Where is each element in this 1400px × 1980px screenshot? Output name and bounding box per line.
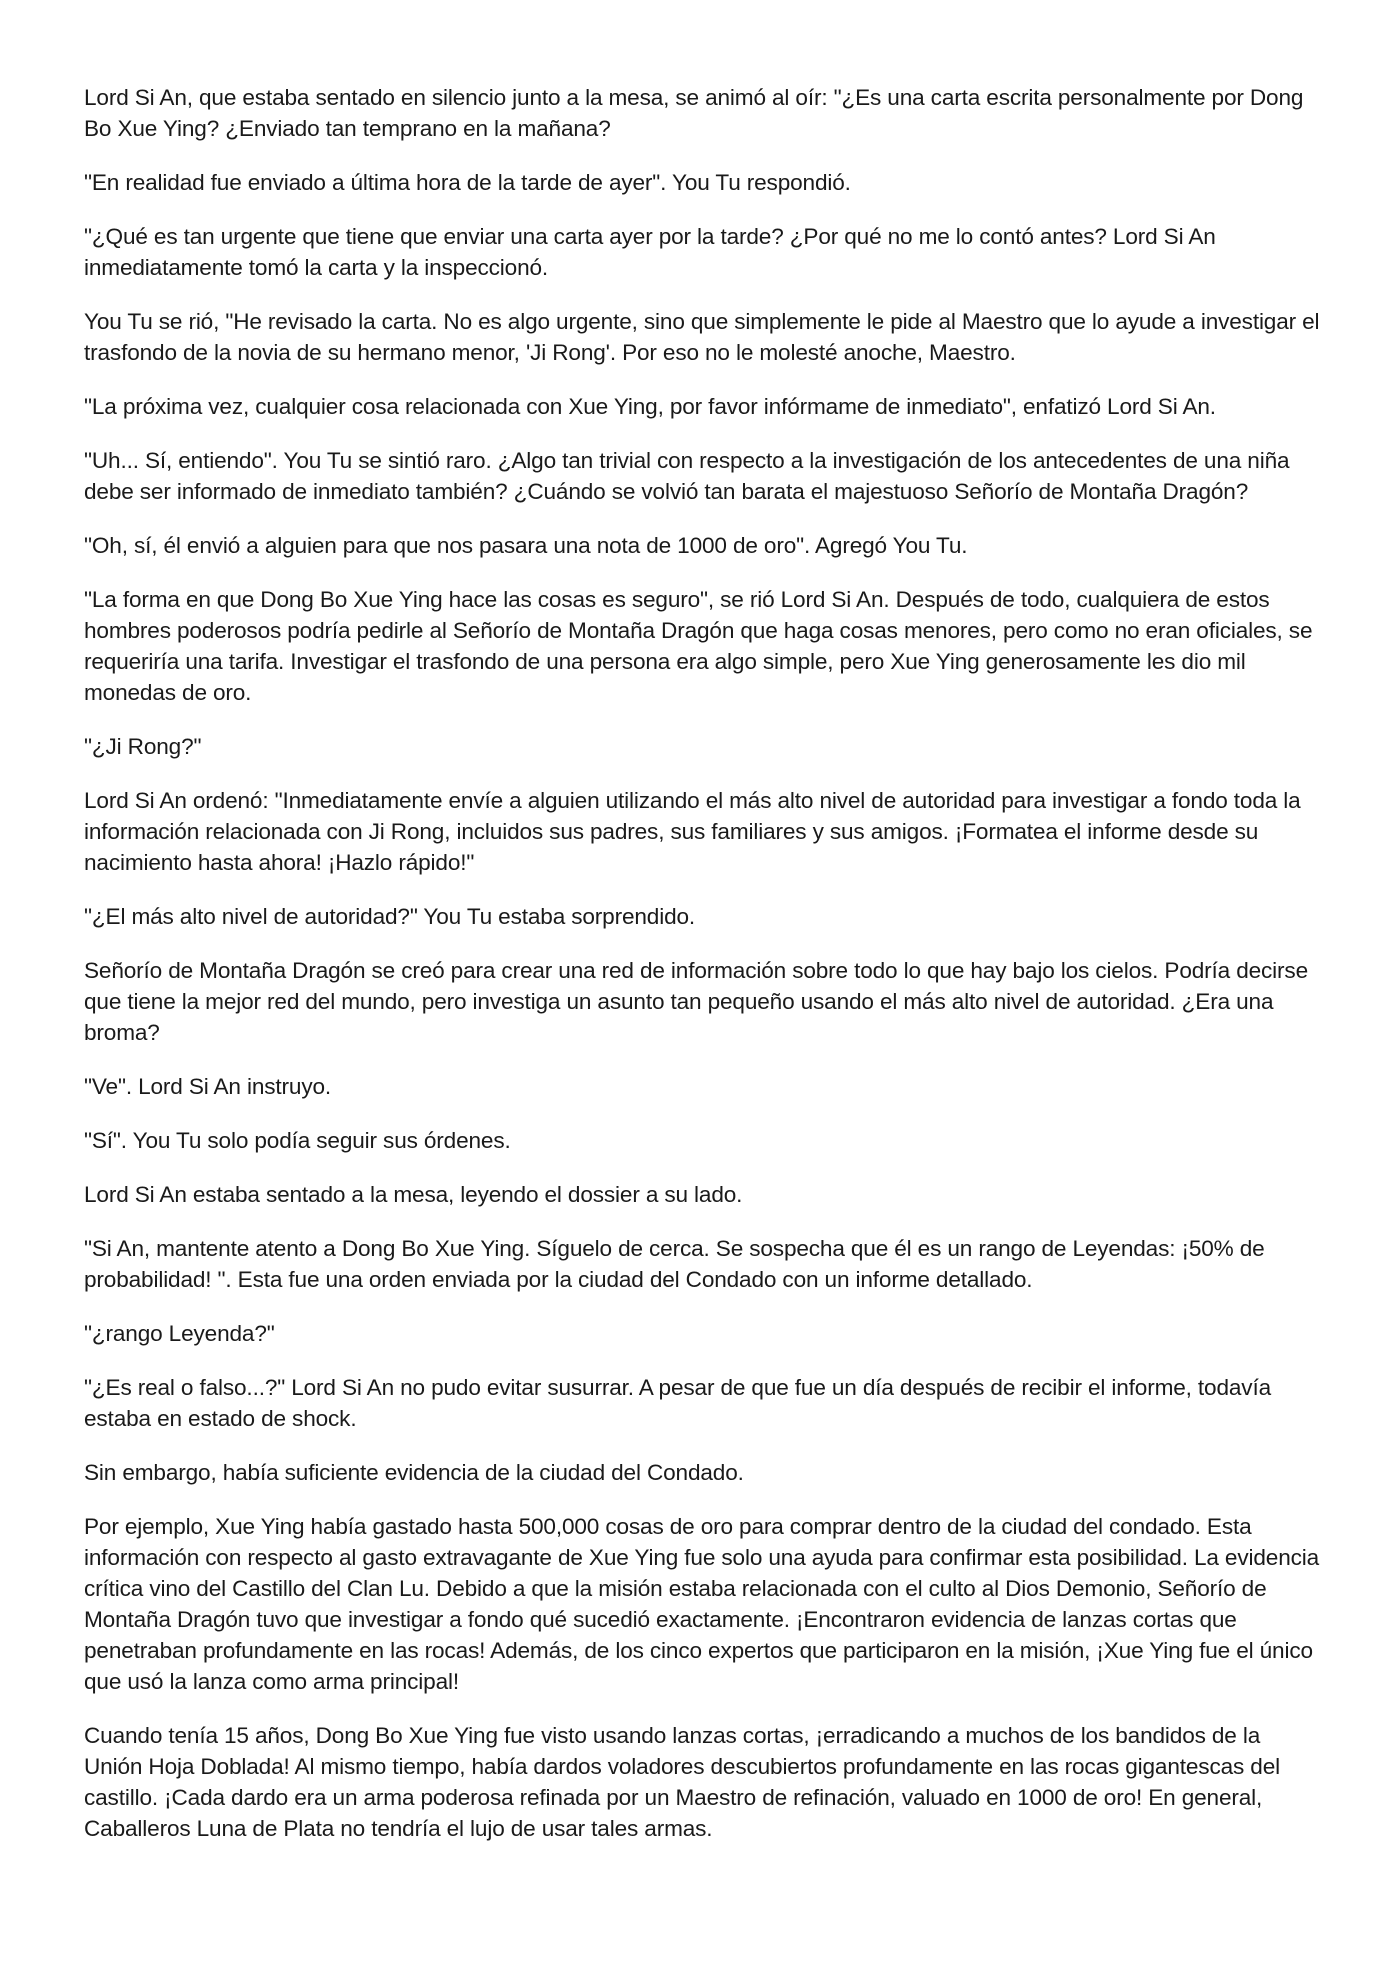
document-page [84,82,1324,1867]
paragraph: "¿Ji Rong?" [84,734,202,759]
paragraph: "¿rango Leyenda?" [84,1321,275,1346]
paragraph: You Tu se rió, "He revisado la carta. No es algo urgente, sino que simplemente le pide al Maestro que lo ayude a investigar el trasfondo de la novia de su hermano menor, 'Ji Rong'. Por eso no le molesté anoche, Maestro. [84,309,1320,365]
paragraph: "La forma en que Dong Bo Xue Ying hace las cosas es seguro", se rió Lord Si An. Después de todo, cualquiera de estos hombres poderosos podría pedirle al Señorío de Montaña Dragón que haga cosas menores, pero como no eran oficiales, se requeriría una tarifa. Investigar el trasfondo de una persona era algo simple, pero Xue Ying generosamente les dio mil monedas de oro. [84,587,1313,705]
paragraph: "Ve". Lord Si An instruyo. [84,1074,332,1099]
paragraph: Lord Si An estaba sentado a la mesa, leyendo el dossier a su lado. [84,1182,743,1207]
paragraph: "Oh, sí, él envió a alguien para que nos pasara una nota de 1000 de oro". Agregó You Tu. [84,533,968,558]
paragraph: "La próxima vez, cualquier cosa relacionada con Xue Ying, por favor infórmame de inmediato", enfatizó Lord Si An. [84,394,1216,419]
paragraph: "Si An, mantente atento a Dong Bo Xue Ying. Síguelo de cerca. Se sospecha que él es un rango de Leyendas: ¡50% de probabilidad! ". Esta fue una orden enviada por la ciudad del Condado con un informe detallado. [84,1236,1265,1292]
paragraph: "En realidad fue enviado a última hora de la tarde de ayer". You Tu respondió. [84,170,851,195]
paragraph: Señorío de Montaña Dragón se creó para crear una red de información sobre todo lo que hay bajo los cielos. Podría decirse que tiene la mejor red del mundo, pero investiga un asunto tan pequeño usando el más alto nivel de autoridad. ¿Era una broma? [84,958,1308,1045]
paragraph: Lord Si An, que estaba sentado en silencio junto a la mesa, se animó al oír: "¿Es una carta escrita personalmente por Dong Bo Xue Ying? ¿Enviado tan temprano en la mañana? [84,85,1304,141]
paragraph: "Sí". You Tu solo podía seguir sus órdenes. [84,1128,511,1153]
paragraph: "¿Es real o falso...?" Lord Si An no pudo evitar susurrar. A pesar de que fue un día después de recibir el informe, todavía estaba en estado de shock. [84,1375,1271,1431]
paragraph: Cuando tenía 15 años, Dong Bo Xue Ying fue visto usando lanzas cortas, ¡erradicando a muchos de los bandidos de la Unión Hoja Doblada! Al mismo tiempo, había dardos voladores descubiertos profundamente en las rocas gigantescas del castillo. ¡Cada dardo era un arma poderosa refinada por un Maestro de refinación, valuado en 1000 de oro! En general, Caballeros Luna de Plata no tendría el lujo de usar tales armas. [84,1723,1280,1841]
paragraph: "¿El más alto nivel de autoridad?" You Tu estaba sorprendido. [84,904,696,929]
paragraph: "¿Qué es tan urgente que tiene que enviar una carta ayer por la tarde? ¿Por qué no me lo contó antes? Lord Si An inmediatamente tomó la carta y la inspeccionó. [84,224,1216,280]
paragraph: Sin embargo, había suficiente evidencia de la ciudad del Condado. [84,1460,744,1485]
paragraph: Lord Si An ordenó: "Inmediatamente envíe a alguien utilizando el más alto nivel de autoridad para investigar a fondo toda la información relacionada con Ji Rong, incluidos sus padres, sus familiares y sus amigos. ¡Formatea el informe desde su nacimiento hasta ahora! ¡Hazlo rápido!" [84,788,1301,875]
paragraph: "Uh... Sí, entiendo". You Tu se sintió raro. ¿Algo tan trivial con respecto a la investigación de los antecedentes de una niña debe ser informado de inmediato también? ¿Cuándo se volvió tan barata el majestuoso Señorío de Montaña Dragón? [84,448,1290,504]
paragraph: Por ejemplo, Xue Ying había gastado hasta 500,000 cosas de oro para comprar dentro de la ciudad del condado. Esta información con respecto al gasto extravagante de Xue Ying fue solo una ayuda para confirmar esta posibilidad. La evidencia crítica vino del Castillo del Clan Lu. Debido a que la misión estaba relacionada con el culto al Dios Demonio, Señorío de Montaña Dragón tuvo que investigar a fondo qué sucedió exactamente. ¡Encontraron evidencia de lanzas cortas que penetraban profundamente en las rocas! Además, de los cinco expertos que participaron en la misión, ¡Xue Ying fue el único que usó la lanza como arma principal! [84,1514,1320,1694]
